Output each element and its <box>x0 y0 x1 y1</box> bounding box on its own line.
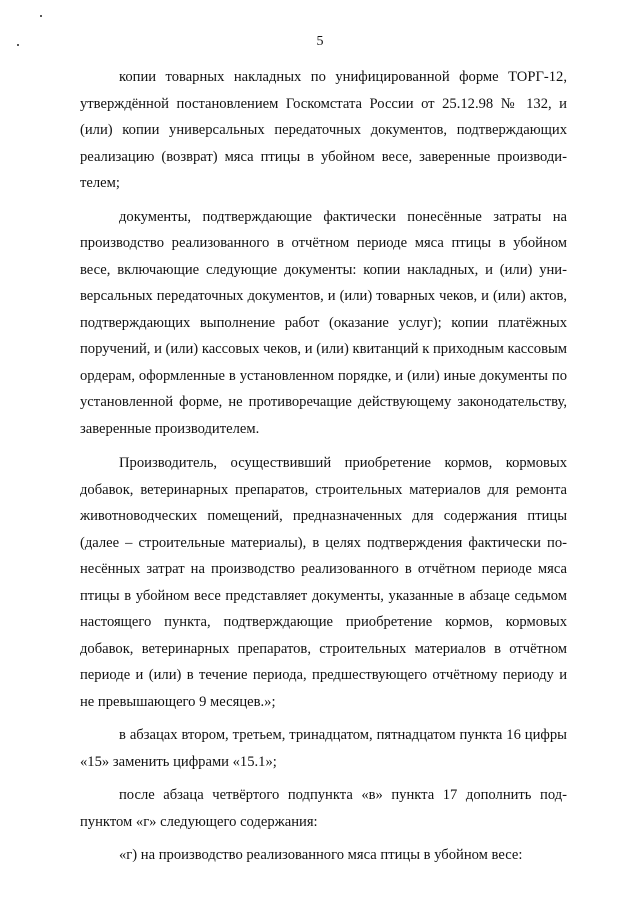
paragraph-subitem-g: «г) на производство реализованного мяса птицы в убойном весе: <box>119 847 523 863</box>
scan-speck-1 <box>40 15 42 17</box>
paragraph-torg12-copies: копии товарных накладных по унифицированной форме ТОРГ-12, утверждённой постановлением Госкомстата России от 25.12.98 № 132, и (или) копии универсальных передаточных документов, подтверждающих реализацию (возврат) мяса птицы в убойном весе, заверенные производителем; <box>80 69 567 191</box>
page-number: 5 <box>316 34 324 49</box>
paragraph-cost-documents: документы, подтверждающие фактически понесённые затраты на производство реализованного в отчётном периоде мяса птицы в убойном весе, включающие следующие документы: копии накладных, и (или) универсальных передаточных документов, и (или) товарных чеков, и (или) актов, подтверждающих выполнение работ (оказание услуг); копии платёжных поручений, и (или) кассовых чеков, и (или) квитанций к приходным кассовым ордерам, оформленные в установленном порядке, и (или) иные документы по установленной форме, не противоречащие действующему законодательству, заверенные производителем. <box>80 208 567 437</box>
paragraph-producer-purchases: Производитель, осуществивший приобретение кормов, кормовых добавок, ветеринарных препаратов, строительных материалов для ремонта животноводческих помещений, предназначенных для содержания птицы (далее – строительные материалы), в целях подтверждения фактически понесённых затрат на производство реализованного в отчётном периоде мяса птицы в убойном весе представляет документы, указанные в абзаце седьмом настоящего пункта, подтверждающие приобретение кормов, кормовых добавок, ветеринарных препаратов, строительных материалов в отчётном периоде и (или) в течение периода, предшествующего отчётному периоду и не превышающего 9 месяцев.»; <box>80 455 567 710</box>
paragraph-item-17-amendment: после абзаца четвёртого подпункта «в» пункта 17 дополнить подпунктом «г» следующего содержания: <box>80 787 567 830</box>
document-body <box>80 64 567 869</box>
paragraph-item-16-amendment: в абзацах втором, третьем, тринадцатом, пятнадцатом пункта 16 цифры «15» заменить цифрами «15.1»; <box>80 727 567 770</box>
